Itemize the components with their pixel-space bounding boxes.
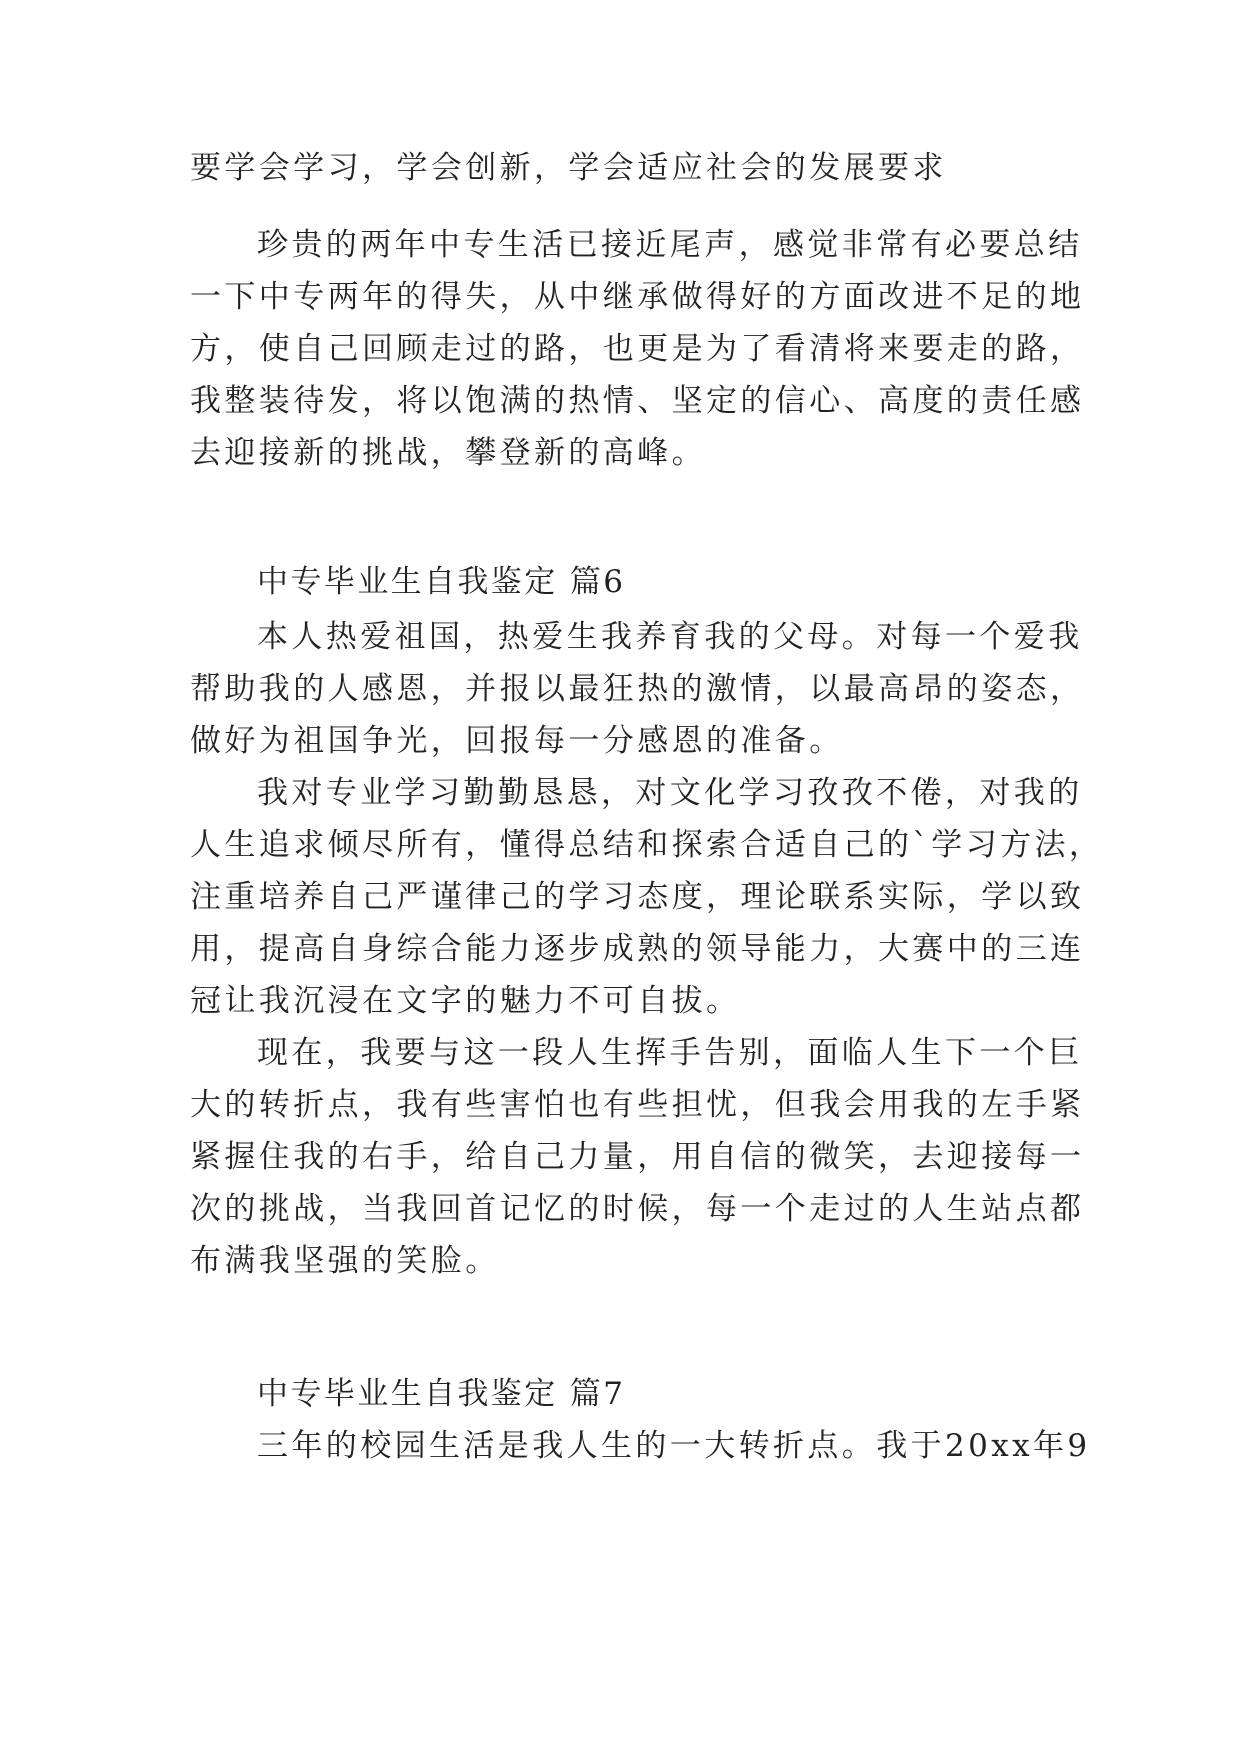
paragraph-first-line: 本人热爱祖国，热爱生我养育我的父母。对每一个爱我: [257, 619, 1083, 655]
text-line: 冠让我沉浸在文字的魅力不可自拔。: [190, 983, 741, 1019]
text-line: 我整装待发，将以饱满的热情、坚定的信心、高度的责任感: [190, 383, 1085, 419]
paragraph-first-line: 我对专业学习勤勤恳恳，对文化学习孜孜不倦，对我的: [257, 775, 1083, 811]
text-line: 帮助我的人感恩，并报以最狂热的激情，以最高昂的姿态，: [190, 671, 1085, 707]
text-line: 紧握住我的右手，给自己力量，用自信的微笑，去迎接每一: [190, 1139, 1085, 1175]
text-line: 方，使自己回顾走过的路，也更是为了看清将来要走的路，: [190, 331, 1085, 367]
text-line: 要学会学习，学会创新，学会适应社会的发展要求: [190, 150, 947, 186]
text-line: 次的挑战，当我回首记忆的时候，每一个走过的人生站点都: [190, 1191, 1085, 1227]
text-line: 大的转折点，我有些害怕也有些担忧，但我会用我的左手紧: [190, 1087, 1085, 1123]
section-heading: 中专毕业生自我鉴定 篇7: [257, 1376, 626, 1412]
text-line: 一下中专两年的得失，从中继承做得好的方面改进不足的地: [190, 279, 1085, 315]
text-line: 用，提高自身综合能力逐步成熟的领导能力，大赛中的三连: [190, 931, 1085, 967]
paragraph-first-line: 珍贵的两年中专生活已接近尾声，感觉非常有必要总结: [257, 227, 1083, 263]
text-line: 去迎接新的挑战，攀登新的高峰。: [190, 435, 706, 471]
text-line: 人生追求倾尽所有，懂得总结和探索合适自己的`学习方法，: [190, 827, 1104, 863]
text-line: 布满我坚强的笑脸。: [190, 1243, 500, 1279]
text-line: 注重培养自己严谨律己的学习态度，理论联系实际，学以致: [190, 879, 1085, 915]
paragraph-first-line: 现在，我要与这一段人生挥手告别，面临人生下一个巨: [257, 1035, 1083, 1071]
text-line: 做好为祖国争光，回报每一分感恩的准备。: [190, 723, 844, 759]
section-heading: 中专毕业生自我鉴定 篇6: [257, 564, 626, 600]
paragraph-first-line: 三年的校园生活是我人生的一大转折点。我于20xx年9: [257, 1428, 1091, 1464]
